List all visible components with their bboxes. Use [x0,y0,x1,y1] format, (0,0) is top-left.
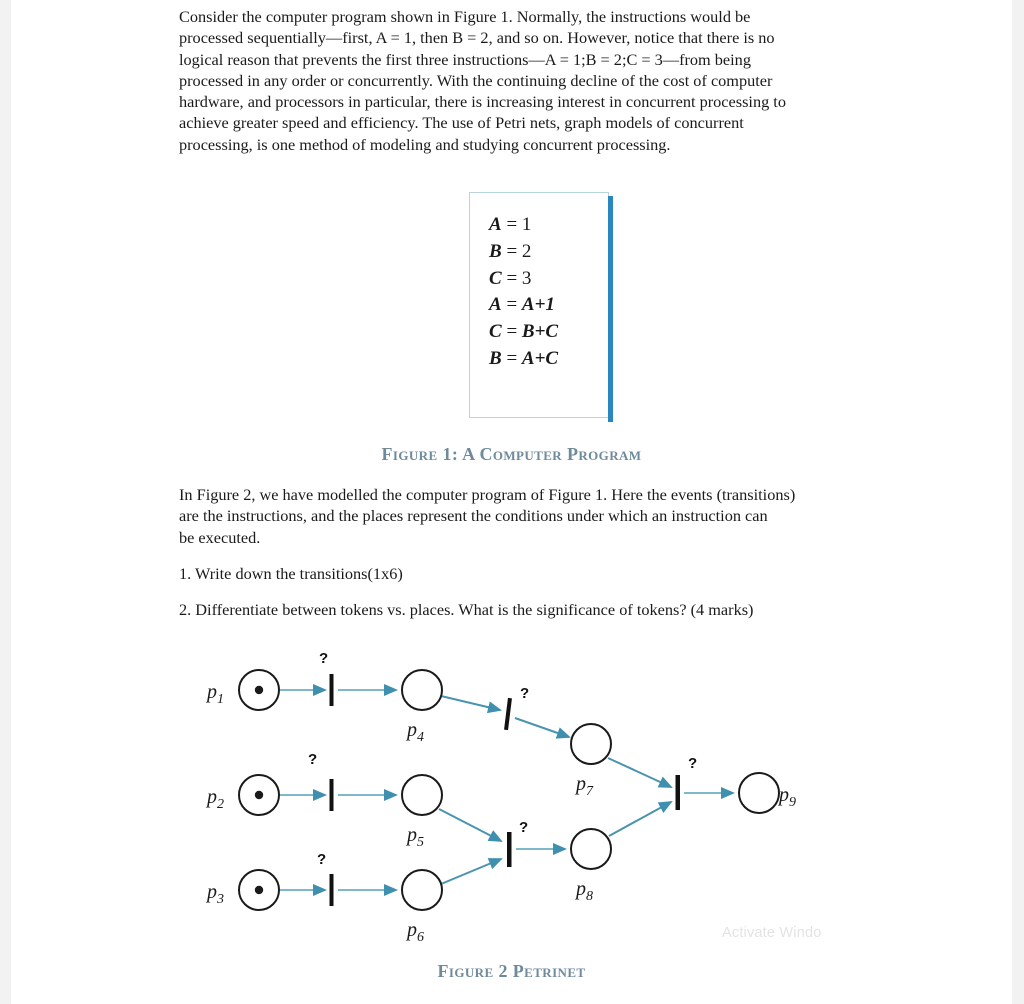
place-label-p5: $p_5$ [407,824,424,850]
place-p8[interactable] [571,829,611,869]
code-lhs: A [489,214,502,235]
code-op: = [501,321,522,343]
code-lhs: A [489,294,502,316]
arc-p7-t6 [608,758,671,787]
paragraph-line: are the instructions, and the places represent the conditions under which an instruction can [179,506,768,526]
code-rhs: A+C [521,347,559,369]
code-line [489,266,609,293]
place-p6[interactable] [402,870,442,910]
petri-places [205,670,796,945]
page-content [11,0,1012,1004]
transition-label-t6: ? [688,755,698,772]
code-op: = [501,347,522,369]
paragraph-line: processing, is one method of modeling and studying concurrent processing. [179,134,671,154]
transition-label-t2: ? [308,751,318,768]
code-lhs: B [489,240,502,262]
question-1: 1. Write down the transitions(1x6) [179,564,403,583]
question-2: 2. Differentiate between tokens vs. places. What is the significance of tokens? (4 marks) [179,600,754,619]
place-label-p9: $p_9$ [779,784,796,810]
code-op: = [501,240,522,262]
figure-1-caption: Figure 1: A Computer Program [381,444,642,464]
transition-t3[interactable] [330,874,334,906]
transition-t6[interactable] [676,775,681,810]
place-label-p6: $p_6$ [407,919,424,945]
transition-label-t3: ? [317,851,327,868]
code-lhs: B [489,347,502,369]
transition-label-t1: ? [319,650,329,667]
place-p5[interactable] [402,775,442,815]
activate-windows-watermark: Activate Windo [722,925,822,941]
code-line [489,319,609,346]
transition-t2[interactable] [330,779,334,811]
code-rhs: A+1 [521,294,555,316]
place-label-p2: $p_2$ [207,786,224,812]
place-label-p4: $p_4$ [407,719,424,745]
paragraph-line: be executed. [179,527,261,547]
transition-t5[interactable] [507,832,512,867]
token-p3 [255,886,263,894]
arc-p5-t5 [439,809,501,841]
petri-transitions [308,650,697,906]
petri-net-diagram [11,636,1012,956]
code-line [489,292,609,319]
paragraph-line: logical reason that prevents the first three instructions—A = 1;B = 2;C = 3—from being [179,49,751,69]
paragraph-line: In Figure 2, we have modelled the computer program of Figure 1. Here the events (transitions) [179,485,796,504]
place-p9[interactable] [739,773,779,813]
code-op: = [501,267,522,289]
code-rhs: 1 [521,214,532,235]
arc-p8-t6 [609,802,671,836]
paragraph-line: processed sequentially—first, A = 1, then B = 2, and so on. However, notice that there is no [179,28,775,48]
place-label-p8: $p_8$ [576,878,593,904]
code-listing [489,212,609,373]
code-rhs: 3 [521,267,532,289]
transition-label-t5: ? [519,819,529,836]
figure2-description-paragraph [179,484,907,548]
token-p1 [255,686,263,694]
code-op: = [501,294,522,316]
place-label-p1: $p_1$ [207,681,224,707]
arc-t4-p7 [515,718,569,737]
arc-p6-t5 [441,859,501,884]
transition-t1[interactable] [330,674,334,706]
code-op: = [501,214,522,235]
place-label-p7: $p_7$ [576,773,593,799]
transition-label-t4: ? [520,685,530,702]
paragraph-line: hardware, and processors in particular, there is increasing interest in concurrent processing to [179,92,786,112]
token-p2 [255,791,263,799]
code-line [489,239,609,266]
paragraph-line: processed in any order or concurrently. With the continuing decline of the cost of computer [179,70,773,90]
paragraph-line: Consider the computer program shown in Figure 1. Normally, the instructions would be [179,7,751,26]
arc-p4-t4 [441,696,500,710]
place-p7[interactable] [571,724,611,764]
code-rhs: B+C [521,321,559,343]
document-page [11,0,1012,1004]
code-lhs: C [489,321,502,343]
figure-2-caption: Figure 2 Petrinet [437,961,586,981]
place-p4[interactable] [402,670,442,710]
place-label-p3: $p_3$ [207,881,224,907]
code-line [489,212,609,239]
paragraph-line: achieve greater speed and efficiency. The use of Petri nets, graph models of concurrent [179,113,744,133]
code-lhs: C [489,267,502,289]
intro-paragraph [179,6,901,155]
code-line [489,346,609,373]
code-rhs: 2 [521,240,532,262]
transition-t4[interactable] [504,698,512,730]
